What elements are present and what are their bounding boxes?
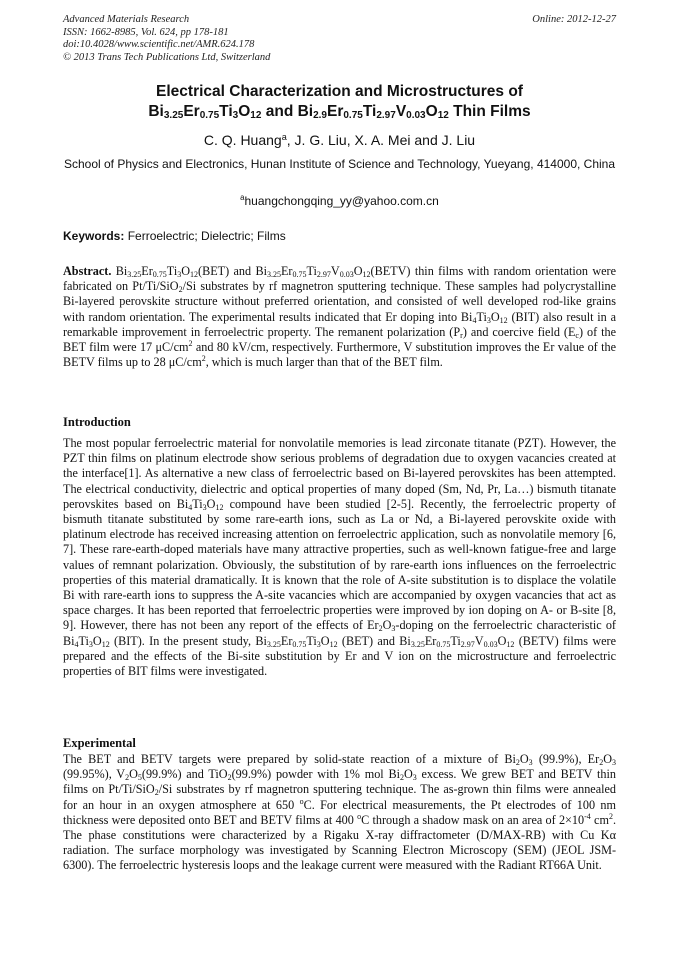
introduction-paragraph: The most popular ferroelectric material for nonvolatile memories is lead zirconate titanate (PZT). However, the PZT thin films on platinum electrode show serious problems of degradation due to oxygen vacancies created at the interface[1]. As alternative a new class of ferroelectric based on Bi-layered perovskites has been attempted. The electrical conductivity, dielectric and optical properties of many doped (Sm, Nd, Pr, La…) bismuth titanate perovskites based on $Bi_4Ti_3O_{12}$ compound have been studied [2-5]. Recently, the ferroelectric property of bismuth titanate substituted by some rare-earth ions, such as La or Nd, a Bi-layered perovskite oxide with platinum electrode has received increasing attention on ferroelectric application, such as nonvolatile memory [6, 7]. These rare-earth-doped materials have many attractive properties, such as well-known fatigue-free and large values of remnant polarization. Obviously, the substitution of by rare-earth ions influences on the ferroelectric properties of this material dramatically. It is known that the role of A-site substitution is to displace the volatile Bi with rare-earth ions to suppress the A-site vacancies which are accompanied by oxygen vacancies that act as space charges. It has been reported that ferroelectric properties were improved by ion doping on A- or B-site [8, 9]. However, there has not been any report of the effects of $Er_2O_3$-doping on the ferroelectric characteristic of $Bi_4Ti_3O_{12}$ (BIT). In the present study, $Bi_{3.25}Er_{0.75}Ti_3O_{12}$ (BET) and $Bi_{3.25}Er_{0.75}Ti_{2.97}V_{0.03}O_{12}$ (BETV) films were prepared and the effects of the Bi-site substitution by Er and V ion on the microstructure and ferroelectric properties of BIT films were investigated. bbox=[63, 436, 617, 679]
author-list: C. Q. Huang$^a$, J. G. Liu, X. A. Mei and J. Liu bbox=[203, 132, 476, 148]
copyright: © 2013 Trans Tech Publications Ltd, Switzerland bbox=[63, 51, 271, 63]
online-date: Online: 2012-12-27 bbox=[532, 14, 616, 25]
introduction-heading: Introduction bbox=[63, 415, 131, 429]
keywords: Keywords: Ferroelectric; Dielectric; Films bbox=[63, 229, 286, 243]
abstract-paragraph: Abstract. $Bi_{3.25}Er_{0.75}Ti_3O_{12}(BET)$ and $Bi_{3.25}Er_{0.75}Ti_{2.97}V_{0.03}O_{12}(BETV)$ thin films with random orientation were fabricated on Pt/Ti/SiO$_2$/Si substrates by rf magnetron sputtering technique. These samples had polycrystalline Bi-layered perovskite structure without preferred orientation, and consisted of well developed rod-like grains with random orientation. The experimental results indicated that Er doping into $Bi_4Ti_3O_{12}$ (BIT) also result in a remarkable improvement in ferroelectric property. The remanent polarization $(P_r)$ and coercive field $(E_c)$ of the BET film were 17 $\mu C/cm^2$ and 80 kV/cm, respectively. Furthermore, V substitution improves the Er value of the BETV films up to 28 $\mu C/cm^2$, which is much larger than that of the BET film. bbox=[63, 264, 617, 370]
keywords-label: Keywords: bbox=[63, 229, 125, 243]
doi: doi:10.4028/www.scientific.net/AMR.624.178 bbox=[63, 39, 255, 50]
abstract-label: Abstract. bbox=[63, 264, 112, 278]
journal-name: Advanced Materials Research bbox=[63, 14, 190, 25]
journal-header bbox=[63, 14, 616, 64]
issn: ISSN: 1662-8985, Vol. 624, pp 178-181 bbox=[63, 26, 229, 38]
experimental-heading: Experimental bbox=[63, 736, 136, 750]
affiliation: School of Physics and Electronics, Hunan Institute of Science and Technology, Yueyang, 414000, China bbox=[63, 157, 616, 171]
author-email[interactable]: $^a$huangchongqing_yy@yahoo.com.cn bbox=[240, 193, 439, 208]
title-line-2: $Bi_{3.25}Er_{0.75}Ti_3O_{12}$ and $Bi_{2.9}Er_{0.75}Ti_{2.97}V_{0.03}O_{12}$ Thin Films bbox=[148, 103, 531, 121]
title-line-1: Electrical Characterization and Microstructures of bbox=[156, 83, 523, 100]
experimental-paragraph: The BET and BETV targets were prepared by solid-state reaction of a mixture of $Bi_2O_3$ (99.9%), $Er_2O_3$ (99.95%), $V_2O_5(99.9\%)$ and TiO$_2$(99.9%) powder with 1% mol $Bi_2O_3$ excess. We grew BET and BETV thin films on Pt/Ti/SiO$_2$/Si substrates by rf magnetron sputtering technique. The as-grown thin films were annealed for an hour in an oxygen atmosphere at 650 $^o$C. For electrical measurements, the Pt electrodes of 100 nm thickness were deposited onto BET and BETV films at 400 $^o$C through a shadow mask on an area of $2\times 10^{-4}$ $cm^2$. The phase constitutions were characterized by a Rigaku X-ray diffractometer (D/MAX-RB) with Cu Kα radiation. The surface morphology was investigated by Scanning Electron Microscopy (SEM) (JEOL JSM-6300). The ferroelectric hysteresis loops and the leakage current were measured with the Radiant RT66A Unit. bbox=[63, 752, 617, 873]
paper-title bbox=[63, 82, 616, 122]
